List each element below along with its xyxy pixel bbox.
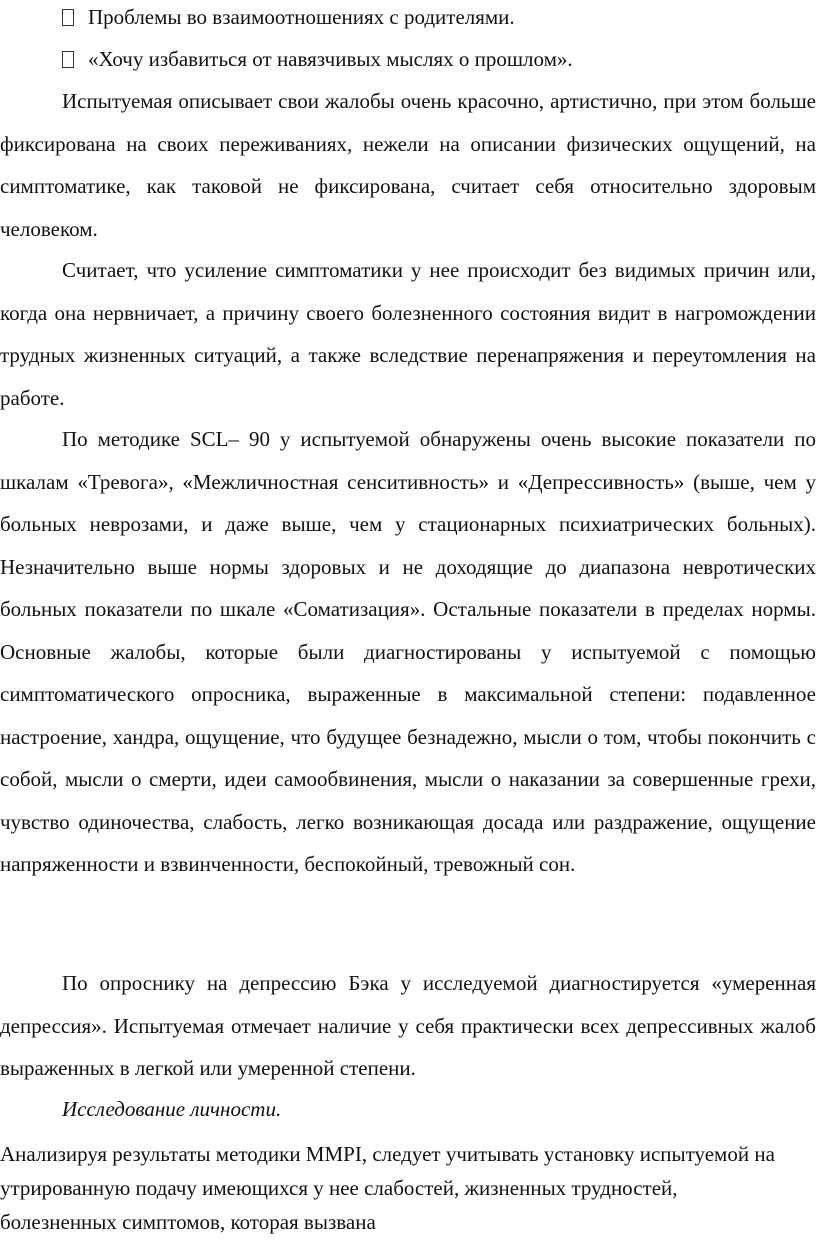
paragraph-complaints: Испытуемая описывает свои жалобы очень красочно, артистично, при этом больше фиксирована на своих переживаниях, нежели на описании физических ощущений, на симптоматике, как таковой не фиксирована, считает себя относительно здоровым человеком. (0, 89, 816, 241)
section-heading: Исследование личности. (62, 1097, 282, 1121)
bullet-text: Проблемы во взаимоотношениях с родителями. (88, 5, 515, 29)
bullet-text: «Хочу избавиться от навязчивых мыслях о прошлом». (88, 47, 573, 71)
paragraph-symptoms: Считает, что усиление симптоматики у нее происходит без видимых причин или, когда она нервничает, а причину своего болезненного состояния видит в нагромождении трудных жизненных ситуаций, а также вследствие перенапряжения и переутомления на работе. (0, 258, 816, 410)
paragraph-beck: По опроснику на депрессию Бэка у исследуемой диагностируется «умеренная депрессия». Испытуемая отмечает наличие у себя практически всех депрессивных жалоб выраженных в легкой или умеренной степени. (0, 971, 816, 1080)
bullet-item (62, 44, 573, 74)
bullet-item (62, 2, 515, 32)
paragraph-mmpi: Анализируя результаты методики MMPI, следует учитывать установку испытуемой на утрированную подачу имеющихся у нее слабостей, жизненных трудностей, болезненных симптомов, которая вызвана (0, 1142, 775, 1234)
paragraph-scl90: По методике SCL– 90 у испытуемой обнаружены очень высокие показатели по шкалам «Тревога», «Межличностная сенситивность» и «Депрессивность» (выше, чем у больных неврозами, и даже выше, чем у стационарных психиатрических больных). Незначительно выше нормы здоровых и не доходящие до диапазона невротических больных показатели по шкале «Соматизация». Остальные показатели в пределах нормы. Основные жалобы, которые были диагностированы у испытуемой с помощью симптоматического опросника, выраженные в максимальной степени: подавленное настроение, хандра, ощущение, что будущее безнадежно, мысли о том, чтобы покончить с собой, мысли о смерти, идеи самообвинения, мысли о наказании за совершенные грехи, чувство одиночества, слабость, легко возникающая досада или раздражение, ощущение напряженности и взвинченности, беспокойный, тревожный сон. (0, 427, 816, 876)
bullet-box-icon (62, 9, 74, 26)
bullet-box-icon (62, 51, 74, 68)
